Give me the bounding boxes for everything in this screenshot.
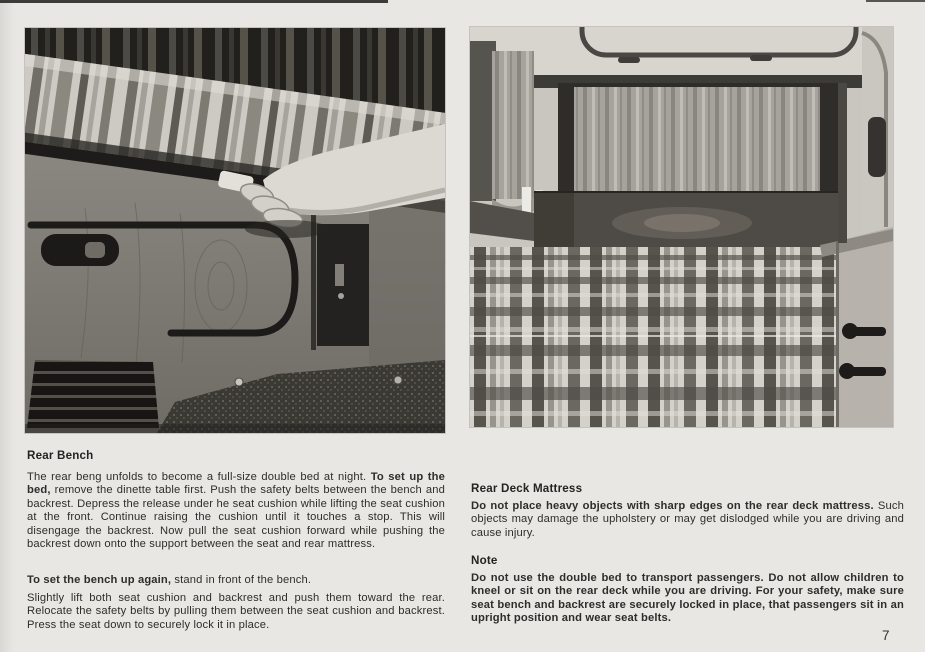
- page-number: 7: [882, 628, 890, 643]
- text-run: stand in front of the bench.: [171, 574, 312, 586]
- photo-hand-releasing-seat-cushion: [25, 28, 445, 433]
- scan-artifact-line: [0, 0, 388, 3]
- latch-handle: [41, 234, 119, 266]
- mattress-warning-paragraph: [471, 500, 904, 540]
- window-latch: [618, 57, 640, 63]
- plaid-mattress: [470, 247, 893, 427]
- text-run-bold: To set the bench up again,: [27, 574, 172, 586]
- note-heading: Note: [471, 554, 498, 567]
- text-run-bold: To set up the bed,: [27, 471, 446, 497]
- paper-edge-shading: [0, 0, 14, 652]
- note-paragraph: Do not use the double bed to transport passengers. Do not allow children to kneel or sit on the rear deck while you are driving. For your safety, make sure seat bench and backrest are securely locked in place, that passengers sit in an upright position and wear seat belts.: [471, 572, 904, 625]
- text-run: Such objects may damage the upholstery or may get dislodged while you are driving and cause injury.: [471, 500, 905, 539]
- screw: [235, 378, 243, 386]
- set-bench-up-line: [27, 574, 445, 587]
- wall-vent-slit: [522, 187, 531, 213]
- rear-deck-mattress-heading: Rear Deck Mattress: [471, 482, 583, 495]
- screw: [394, 376, 402, 384]
- rear-curtain: [574, 87, 820, 193]
- scan-artifact-line: [866, 0, 925, 2]
- photo-rear-deck-mattress: [470, 27, 893, 427]
- text-run: The rear beng unfolds to become a full-size double bed at night.: [27, 471, 371, 483]
- photo-left-illustration: [25, 28, 445, 433]
- text-run-bold: Do not place heavy objects with sharp edges on the rear deck mattress.: [471, 500, 874, 512]
- wood-deck-panel: [534, 191, 838, 247]
- fold-back-paragraph: Slightly lift both seat cushion and backrest and push them toward the rear. Relocate the safety belts by pulling them between the seat cushion and backrest. Press the seat down to securely lock it in place.: [27, 592, 445, 631]
- photo-right-illustration: [470, 27, 893, 427]
- window-latch: [750, 55, 772, 61]
- vent-grille: [27, 360, 159, 428]
- pillar-handle: [868, 117, 886, 177]
- rear-bench-paragraph: [27, 471, 445, 552]
- text-run: remove the dinette table first. Push the safety belts between the bench and backrest. Depress the release under he seat cushion while lifting the seat cushion at the front. Continue raising the cushion until it touches a stop. This will disengage the backrest. Now pull the seat cushion forward while pushing the backrest down onto the support between the seat and rear mattress.: [27, 484, 445, 551]
- rear-bench-heading: Rear Bench: [27, 449, 94, 462]
